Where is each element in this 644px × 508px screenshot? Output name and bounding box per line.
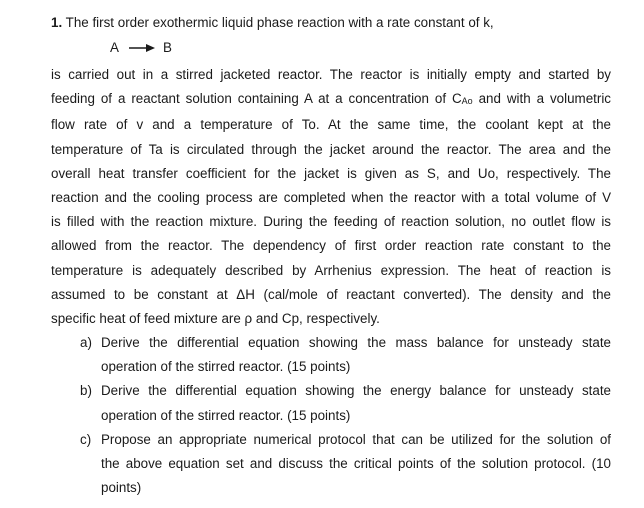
- question-marker: c): [80, 431, 92, 447]
- question-b: [80, 379, 611, 427]
- question-list: [80, 331, 611, 500]
- problem-body: [51, 63, 611, 331]
- problem-intro: [51, 13, 611, 33]
- body-line: is carried out in a stirred jacketed reactor. The reactor is initially empty and started by: [51, 67, 611, 82]
- reactant-label: A: [110, 40, 119, 55]
- reaction-arrow-icon: [129, 43, 155, 53]
- question-c: [80, 428, 611, 501]
- body-line: temperature of Ta is circulated through the jacket around the reactor. The area and the: [51, 141, 611, 157]
- problem-number: 1.: [51, 15, 63, 30]
- concentration-subscript: Ao: [461, 96, 473, 107]
- body-line: is filled with the reaction mixture. During the feeding of reaction solution, no outlet flow is: [51, 214, 611, 230]
- body-line: temperature is adequately described by Arrhenius expression. The heat of reaction is: [51, 262, 611, 278]
- question-line: Derive the differential equation showing the mass balance for unsteady state: [101, 335, 611, 350]
- question-marker: a): [80, 335, 92, 350]
- body-line-concentration: [51, 87, 611, 113]
- body-line: specific heat of feed mixture are ρ and Cp, respectively.: [51, 311, 380, 327]
- body-line: assumed to be constant at ΔH (cal/mole of reactant converted). The density and the: [51, 286, 611, 302]
- body-line: overall heat transfer coefficient for the jacket is given as S, and Uo, respectively. The: [51, 165, 611, 181]
- problem-intro-text: The first order exothermic liquid phase reaction with a rate constant of k,: [65, 15, 494, 30]
- question-a: [80, 331, 611, 379]
- reaction-equation: [110, 38, 172, 58]
- product-label: B: [162, 40, 172, 55]
- question-line: the above equation set and discuss the critical points of the solution protocol. (10: [101, 456, 611, 472]
- question-line: points): [101, 480, 142, 496]
- question-line: Propose an appropriate numerical protocol that can be utilized for the solution of: [101, 431, 611, 447]
- body-line-suffix: and with a volumetric: [472, 91, 611, 107]
- question-line: operation of the stirred reactor. (15 points): [101, 407, 351, 423]
- body-line-text: feeding of a reactant solution containing A at a concentration of C: [51, 91, 462, 107]
- body-line: allowed from the reactor. The dependency of first order reaction rate constant to the: [51, 238, 611, 254]
- body-line: reaction and the cooling process are completed when the reactor with a total volume of V: [51, 190, 611, 206]
- question-line: operation of the stirred reactor. (15 points): [101, 359, 351, 375]
- question-marker: b): [80, 383, 92, 399]
- question-line: Derive the differential equation showing the energy balance for unsteady state: [101, 383, 611, 399]
- body-line: flow rate of v and a temperature of To. At the same time, the coolant kept at the: [51, 117, 611, 133]
